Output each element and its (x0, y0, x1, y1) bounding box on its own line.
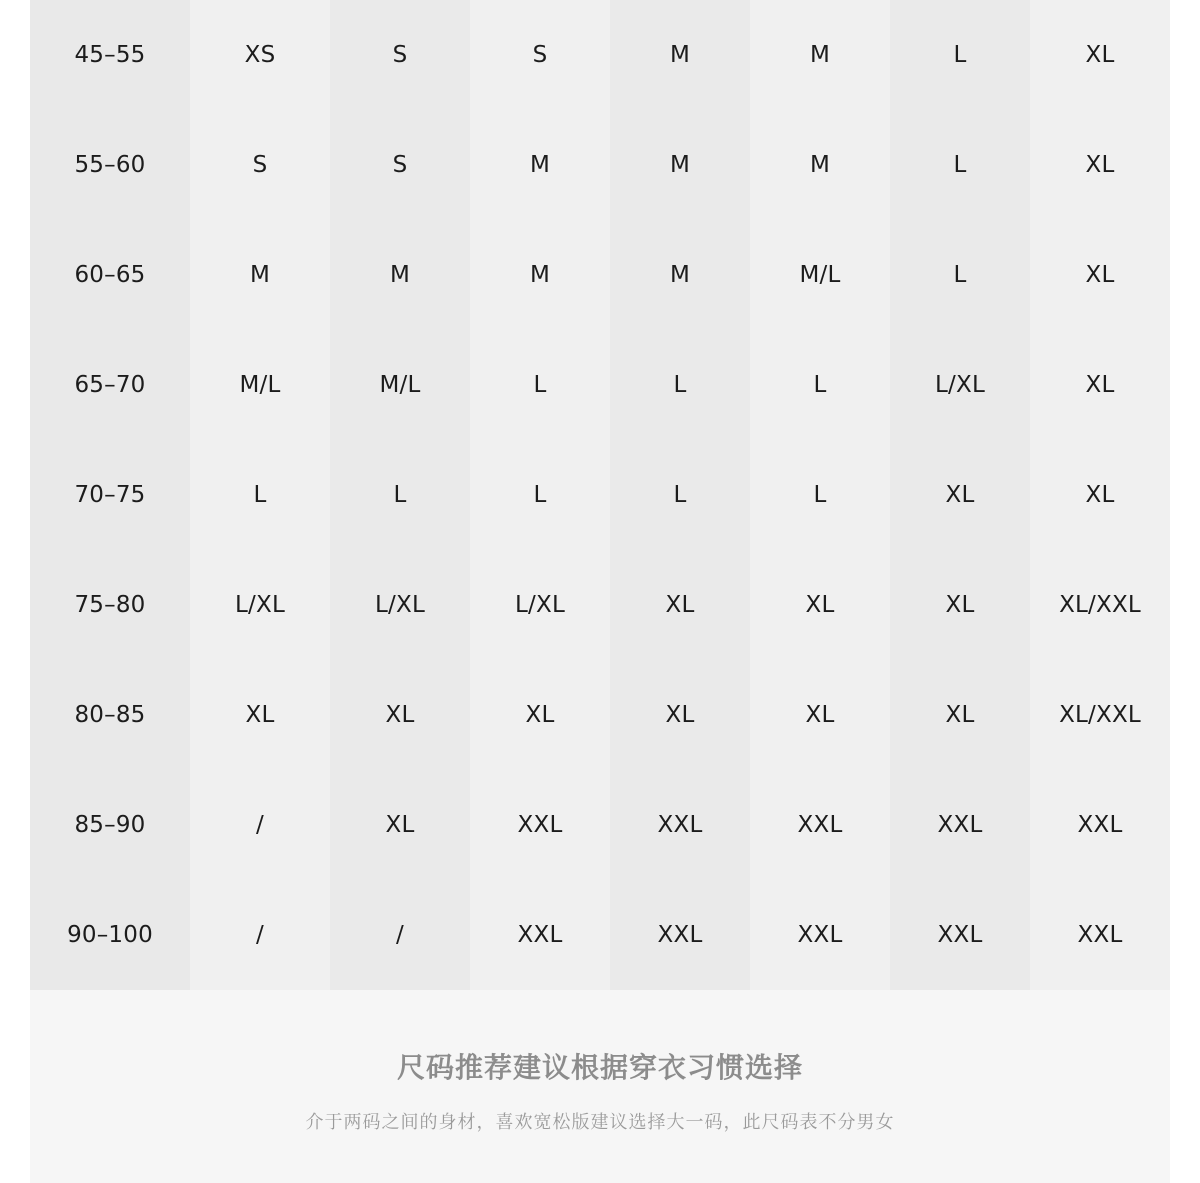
note-title: 尺码推荐建议根据穿衣习惯选择 (396, 1051, 803, 1084)
size-cell: XL (610, 660, 750, 770)
size-cell: L (610, 330, 750, 440)
size-cell: M (330, 220, 470, 330)
size-cell: XL (330, 660, 470, 770)
size-cell: XL (750, 660, 890, 770)
size-cell: XL (1030, 110, 1170, 220)
weight-range-cell: 85–90 (30, 770, 190, 880)
size-cell: XL (1030, 440, 1170, 550)
size-cell: XXL (610, 880, 750, 990)
size-cell: L/XL (470, 550, 610, 660)
size-cell: M (610, 0, 750, 110)
size-cell: XXL (750, 880, 890, 990)
size-cell: L (750, 440, 890, 550)
size-cell: L/XL (330, 550, 470, 660)
size-cell: L (470, 330, 610, 440)
size-cell: XL/XXL (1030, 660, 1170, 770)
size-cell: XXL (610, 770, 750, 880)
size-cell: S (190, 110, 330, 220)
size-cell: M (190, 220, 330, 330)
size-cell: M (610, 220, 750, 330)
size-cell: M (750, 0, 890, 110)
size-cell: L/XL (890, 330, 1030, 440)
size-cell: XXL (750, 770, 890, 880)
size-cell: M/L (190, 330, 330, 440)
size-cell: M (470, 110, 610, 220)
size-cell: XL (610, 550, 750, 660)
size-cell: XL (330, 770, 470, 880)
size-cell: M (750, 110, 890, 220)
size-cell: XL (190, 660, 330, 770)
size-cell: XXL (1030, 770, 1170, 880)
size-cell: M/L (750, 220, 890, 330)
size-cell: XL (1030, 0, 1170, 110)
size-cell: S (330, 110, 470, 220)
size-cell: L (610, 440, 750, 550)
size-cell: XL (890, 440, 1030, 550)
size-cell: XL (1030, 330, 1170, 440)
size-cell: M/L (330, 330, 470, 440)
size-cell: / (330, 880, 470, 990)
size-table (30, 0, 1170, 990)
weight-range-cell: 80–85 (30, 660, 190, 770)
size-cell: L (890, 0, 1030, 110)
size-cell: XXL (1030, 880, 1170, 990)
size-cell: XXL (890, 880, 1030, 990)
size-cell: L/XL (190, 550, 330, 660)
size-cell: L (190, 440, 330, 550)
size-cell: XL/XXL (1030, 550, 1170, 660)
size-cell: / (190, 880, 330, 990)
size-cell: XL (470, 660, 610, 770)
size-cell: XL (890, 660, 1030, 770)
weight-range-cell: 55–60 (30, 110, 190, 220)
size-cell: / (190, 770, 330, 880)
weight-range-cell: 65–70 (30, 330, 190, 440)
weight-range-cell: 70–75 (30, 440, 190, 550)
size-cell: L (890, 110, 1030, 220)
size-cell: M (610, 110, 750, 220)
weight-range-cell: 75–80 (30, 550, 190, 660)
size-cell: XXL (470, 770, 610, 880)
weight-range-cell: 90–100 (30, 880, 190, 990)
size-cell: XL (890, 550, 1030, 660)
weight-range-cell: 45–55 (30, 0, 190, 110)
size-cell: L (890, 220, 1030, 330)
weight-range-cell: 60–65 (30, 220, 190, 330)
size-cell: L (750, 330, 890, 440)
size-cell: M (470, 220, 610, 330)
size-cell: XXL (470, 880, 610, 990)
size-cell: L (330, 440, 470, 550)
note-description: 介于两码之间的身材，喜欢宽松版建议选择大一码，此尺码表不分男女 (305, 1112, 895, 1133)
size-cell: XXL (890, 770, 1030, 880)
size-cell: XL (750, 550, 890, 660)
size-cell: XS (190, 0, 330, 110)
size-cell: XL (1030, 220, 1170, 330)
size-cell: S (330, 0, 470, 110)
size-cell: S (470, 0, 610, 110)
size-cell: L (470, 440, 610, 550)
